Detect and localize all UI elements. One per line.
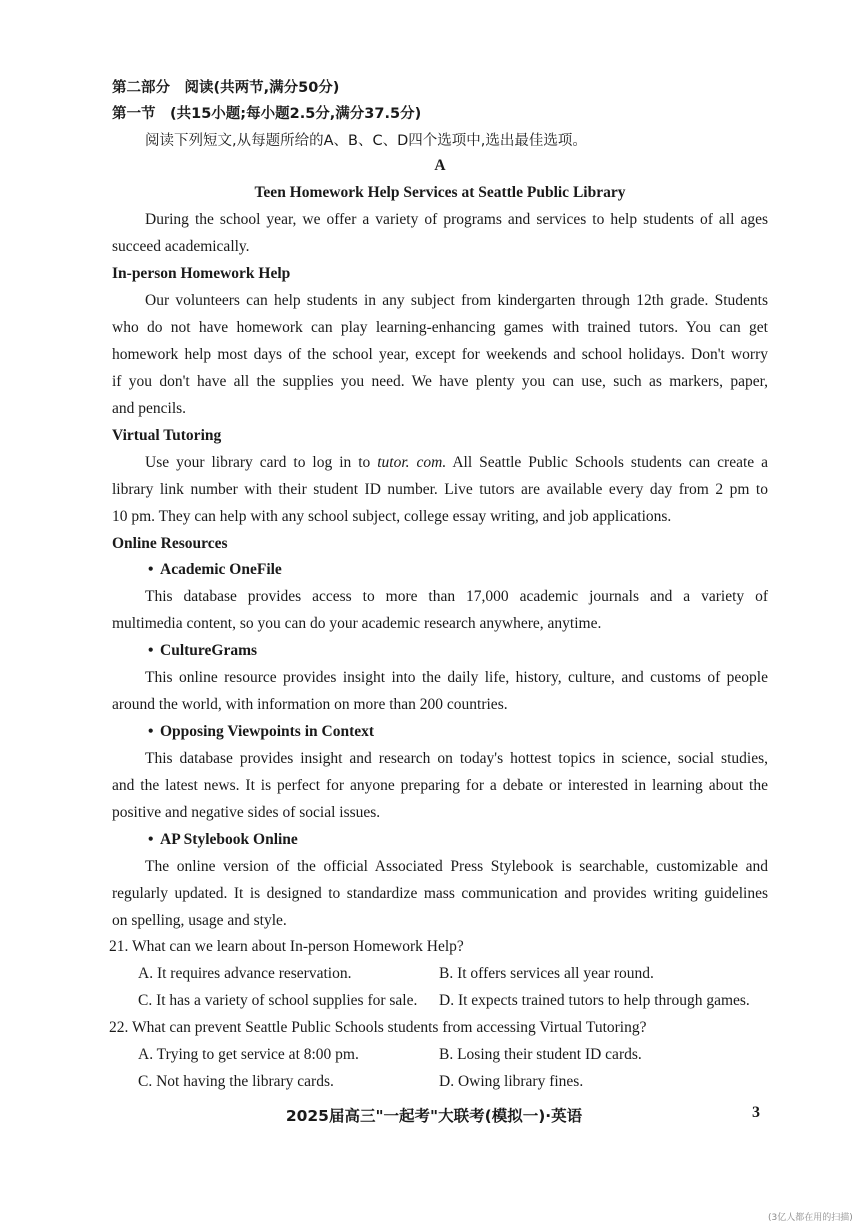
subsection-title: 第一节 (共15小题;每小题2.5分,满分37.5分) (112, 106, 422, 122)
exam-footer-title: 2025届高三"一起考"大联考(模拟一)·英语 (285, 1107, 583, 1125)
virtual-heading: Virtual Tutoring (112, 427, 222, 444)
online-heading: Online Resources (112, 535, 228, 552)
answer-option[interactable]: B. It offers services all year round. (439, 965, 654, 982)
resource-title (148, 831, 298, 849)
answer-option[interactable]: A. It requires advance reservation. (138, 965, 352, 982)
resource-name: Opposing Viewpoints in Context (160, 723, 375, 740)
resource-line: This online resource provides insight into the daily life, history, culture, and customs of people (145, 669, 768, 686)
bullet-icon: • (148, 561, 154, 578)
bullet-icon: • (148, 642, 154, 659)
bullet-icon: • (148, 831, 154, 848)
resource-line: The online version of the official Associated Press Stylebook is searchable, customizable and (145, 858, 768, 875)
inperson-line: if you don't have all the supplies you need. We have plenty you can use, such as markers, paper, (112, 373, 768, 390)
inperson-line: and pencils. (112, 400, 187, 417)
resource-title (148, 561, 282, 579)
answer-option[interactable]: B. Losing their student ID cards. (439, 1046, 642, 1063)
scanner-watermark: (3亿人都在用的扫描) (768, 1213, 853, 1223)
resource-name: CultureGrams (160, 642, 258, 659)
resource-name: AP Stylebook Online (160, 831, 298, 848)
answer-option[interactable]: C. It has a variety of school supplies for sale. (138, 992, 418, 1009)
resource-line: around the world, with information on more than 200 countries. (112, 696, 508, 713)
resource-title (148, 723, 374, 741)
resource-name: Academic OneFile (160, 561, 282, 578)
resource-line: regularly updated. It is designed to standardize mass communication and provides writing guidelines (112, 885, 768, 902)
passage-title: Teen Homework Help Services at Seattle Public Library (254, 184, 626, 201)
resource-line: positive and negative sides of social issues. (112, 804, 381, 821)
bullet-icon: • (148, 723, 154, 740)
virtual-line: library link number with their student ID number. Live tutors are available every day from 2 pm to (112, 481, 768, 498)
tutor-link-text: tutor. com. (377, 454, 447, 471)
intro-line: During the school year, we offer a variety of programs and services to help students of all ages (145, 211, 768, 228)
answer-option[interactable]: D. Owing library fines. (439, 1073, 584, 1090)
virtual-text: Use your library card to log in to (145, 454, 378, 471)
resource-title (148, 642, 257, 660)
resource-line: on spelling, usage and style. (112, 912, 287, 929)
virtual-line-first (145, 454, 768, 472)
inperson-line: who do not have homework can play learning-enhancing games with trained tutors. You can get (112, 319, 768, 336)
page-number: 3 (752, 1104, 760, 1121)
resource-line: This database provides access to more than 17,000 academic journals and a variety of (145, 588, 768, 605)
instruction: 阅读下列短文,从每题所给的A、B、C、D四个选项中,选出最佳选项。 (145, 133, 587, 149)
inperson-heading: In-person Homework Help (112, 265, 291, 282)
inperson-line: Our volunteers can help students in any subject from kindergarten through 12th grade. Students (145, 292, 768, 309)
resource-line: multimedia content, so you can do your academic research anywhere, anytime. (112, 615, 602, 632)
virtual-text: All Seattle Public Schools students can create a (446, 454, 769, 471)
answer-option[interactable]: D. It expects trained tutors to help through games. (439, 992, 750, 1009)
passage-letter: A (434, 157, 446, 174)
answer-option[interactable]: A. Trying to get service at 8:00 pm. (138, 1046, 359, 1063)
virtual-line: 10 pm. They can help with any school subject, college essay writing, and job applications. (112, 508, 672, 525)
part-title: 第二部分 阅读(共两节,满分50分) (112, 80, 340, 96)
inperson-line: homework help most days of the school year, except for weekends and school holidays. Don't worry (112, 346, 768, 363)
resource-line: This database provides insight and research on today's hottest topics in science, social studies, (145, 750, 768, 767)
answer-option[interactable]: C. Not having the library cards. (138, 1073, 334, 1090)
question-stem: 21. What can we learn about In-person Homework Help? (109, 938, 464, 955)
resource-line: and the latest news. It is perfect for anyone preparing for a debate or interested in learning about the (112, 777, 768, 794)
intro-line: succeed academically. (112, 238, 250, 255)
question-stem: 22. What can prevent Seattle Public Schools students from accessing Virtual Tutoring? (109, 1019, 647, 1036)
